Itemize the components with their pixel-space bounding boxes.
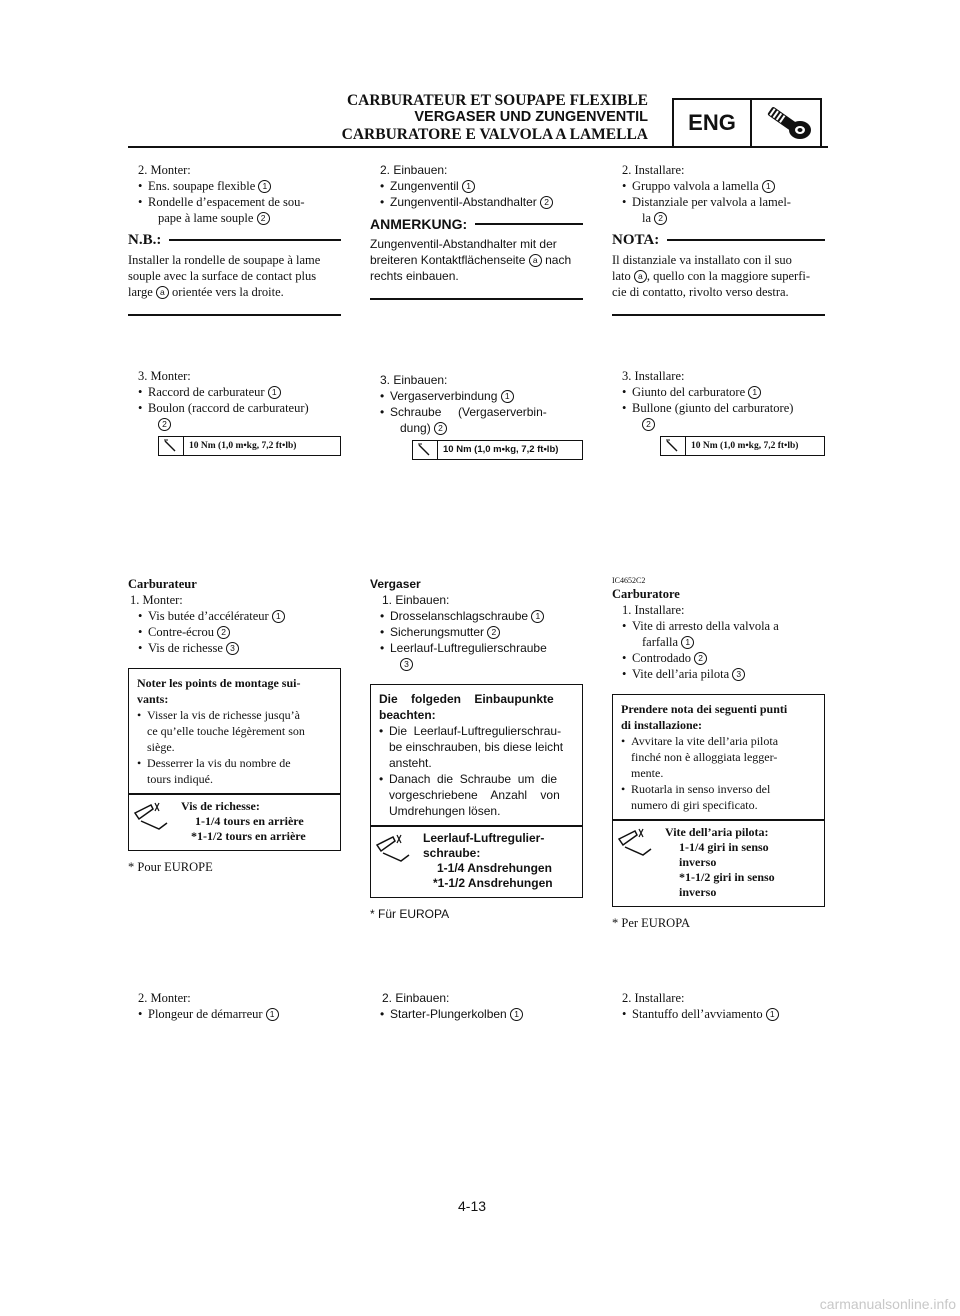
de-torque-value: 10 Nm (1,0 m•kg, 7,2 ft•lb) — [443, 444, 559, 455]
ref-1: 1 — [510, 1008, 523, 1021]
de-tool-l2: 1-1/4 Ansdrehungen — [437, 860, 552, 875]
de-note-line2 — [370, 252, 583, 268]
badge-divider — [750, 100, 752, 146]
de-carb-item1-text: Drosselanschlagschraube — [390, 609, 529, 623]
fr-step3-title: 3. Monter: — [138, 369, 191, 383]
de-box-b1-l2: be einschrauben, bis diese leicht — [389, 740, 564, 754]
fr-box-b2-l2: tours indiqué. — [147, 772, 213, 786]
ref-2: 2 — [158, 418, 171, 431]
eng-badge — [672, 98, 822, 148]
it-note-line2a: lato — [612, 269, 631, 283]
fr-box-b2-l1: Desserrer la vis du nombre de — [147, 756, 291, 770]
screwdriver-adjust-icon — [615, 825, 655, 869]
it-step3-item1 — [612, 384, 825, 400]
de-box-bullet2 — [379, 771, 574, 787]
de-note-end-rule — [370, 298, 583, 300]
it-step2-item2-cont-text: la — [642, 211, 652, 225]
de-carb-step1-title: 1. Einbauen: — [382, 593, 450, 607]
it-note-end-rule — [612, 314, 825, 316]
de-step3-item1-text: Vergaserverbindung — [390, 389, 498, 403]
de-step2-title: 2. Einbauen: — [380, 163, 448, 177]
ref-a: a — [529, 254, 542, 267]
de-carb-item3-text: Leerlauf-Luftregulierschraube — [390, 641, 547, 655]
fr-box-head: Noter les points de montage sui- — [137, 676, 301, 690]
fr-tool-l2: 1-1/4 tours en arrière — [195, 813, 304, 828]
fr-carb-item2 — [128, 624, 341, 640]
it-tool-l3: *1-1/2 giri in senso — [679, 869, 775, 884]
de-carb-joint-step3 — [370, 372, 583, 460]
fr-carb-item1-text: Vis butée d’accélérateur — [148, 609, 269, 623]
fr-torque-box — [158, 436, 341, 456]
it-box-b1-l1: Avvitare la vite dell’aria pilota — [631, 734, 779, 748]
ref-1: 1 — [266, 1008, 279, 1021]
ref-2: 2 — [434, 422, 447, 435]
fr-reed-step2 — [128, 162, 341, 316]
de-step2-item1 — [370, 178, 583, 194]
it-box-b1-l3: mente. — [631, 766, 664, 780]
fr-step3-item2-text: Boulon (raccord de carburateur) — [148, 401, 309, 415]
de-carb-item3 — [370, 640, 583, 656]
ref-2: 2 — [217, 626, 230, 639]
it-box-b2-l2: numero di giri specificato. — [631, 798, 758, 812]
it-note-line2 — [612, 268, 825, 284]
it-carb-item3-text: Vite dell’aria pilota — [632, 667, 730, 681]
it-step3-title: 3. Installare: — [622, 369, 685, 383]
fr-starter-title: 2. Monter: — [138, 991, 191, 1005]
fr-install-box-text — [129, 669, 340, 793]
de-note-label: ANMERKUNG: — [370, 216, 468, 232]
page-number: 4-13 — [458, 1198, 487, 1214]
it-box-bullet1 — [621, 733, 816, 749]
fr-carburetor-section — [128, 576, 341, 875]
it-step2-title: 2. Installare: — [622, 163, 685, 177]
fr-step3-item2-ref — [128, 416, 341, 432]
ref-3: 3 — [732, 668, 745, 681]
it-starter-title: 2. Installare: — [622, 991, 685, 1005]
de-footnote: * Für EUROPA — [370, 906, 450, 921]
it-torque-value: 10 Nm (1,0 m•kg, 7,2 ft•lb) — [691, 441, 799, 451]
fr-tool-l1: Vis de richesse: — [181, 798, 260, 813]
it-carb-item3 — [612, 666, 825, 682]
ref-2: 2 — [540, 196, 553, 209]
it-step2-item1 — [612, 178, 825, 194]
de-step2-item2-text: Zungenventil-Abstandhalter — [390, 195, 537, 209]
fr-carb-joint-step3 — [128, 368, 341, 456]
fr-box-bullet2 — [137, 755, 332, 771]
fr-note-label: N.B.: — [128, 232, 162, 248]
de-box-bullet1 — [379, 723, 574, 739]
it-carburetor-title: Carburatore — [612, 587, 680, 601]
fr-note-line3 — [128, 284, 341, 300]
it-box-head2: di installazione: — [621, 718, 703, 732]
torque-wrench-icon — [159, 437, 184, 455]
fr-step2-item2-cont — [128, 210, 341, 226]
fr-box-b1-l2: ce qu’elle touche légèrement son — [147, 724, 305, 738]
de-note-line2b: nach — [545, 253, 572, 267]
it-carb-step1-title: 1. Installare: — [622, 603, 685, 617]
fr-starter-item1-text: Plongeur de démarreur — [148, 1007, 263, 1021]
ref-a: a — [634, 270, 647, 283]
de-box-b2-l1: Danach die Schraube um die — [389, 772, 558, 786]
fr-note-line2: souple avec la surface de contact plus — [128, 269, 317, 283]
de-tool-l3: *1-1/2 Ansdrehungen — [433, 875, 553, 890]
ref-2: 2 — [257, 212, 270, 225]
it-tool-spec — [613, 821, 824, 906]
fr-step3-item2 — [128, 400, 341, 416]
it-torque-box — [660, 436, 825, 456]
de-box-b2-l3: Umdrehungen lösen. — [389, 804, 501, 818]
fr-step2-title: 2. Monter: — [138, 163, 191, 177]
fr-step2-item2-text: Rondelle d’espacement de sou- — [148, 195, 305, 209]
fr-step3-item1 — [128, 384, 341, 400]
de-note-line3: rechts einbauen. — [370, 269, 459, 283]
it-section-code: IC4652C2 — [612, 576, 646, 585]
it-carb-item1-cont-text: farfalla — [642, 635, 679, 649]
it-carb-joint-step3 — [612, 368, 825, 456]
fr-step2-item1 — [128, 178, 341, 194]
de-box-b2-l2: vorgeschriebene Anzahl von — [389, 788, 560, 802]
de-install-box-text — [371, 685, 582, 825]
ref-3: 3 — [400, 658, 413, 671]
it-install-box — [612, 694, 825, 907]
de-carb-item1 — [370, 608, 583, 624]
eng-badge-label: ENG — [688, 110, 736, 135]
it-tool-l1: Vite dell’aria pilota: — [665, 824, 769, 839]
fr-carb-item3 — [128, 640, 341, 656]
ref-1: 1 — [462, 180, 475, 193]
ref-1: 1 — [531, 610, 544, 623]
fr-carb-item3-text: Vis de richesse — [148, 641, 223, 655]
de-note-line2a: breiteren Kontaktflächenseite — [370, 253, 526, 267]
it-step2-item2-text: Distanziale per valvola a lamel- — [632, 195, 791, 209]
it-tool-l3b: inverso — [679, 884, 717, 899]
ref-1: 1 — [748, 386, 761, 399]
header-title-fr: CARBURATEUR ET SOUPAPE FLEXIBLE — [346, 92, 648, 109]
ref-1: 1 — [766, 1008, 779, 1021]
it-box-b2-l1: Ruotarla in senso inverso del — [631, 782, 771, 796]
it-carb-item2-text: Controdado — [632, 651, 692, 665]
de-carburetor-title: Vergaser — [370, 577, 421, 591]
de-carb-item2-text: Sicherungsmutter — [390, 625, 485, 639]
fr-note-heading — [128, 232, 341, 248]
ref-1: 1 — [268, 386, 281, 399]
ref-2: 2 — [694, 652, 707, 665]
ref-1: 1 — [258, 180, 271, 193]
de-carburetor-section — [370, 576, 583, 922]
fr-footnote: * Pour EUROPE — [128, 859, 213, 874]
it-reed-step2 — [612, 162, 825, 316]
ref-3: 3 — [226, 642, 239, 655]
screwdriver-adjust-icon — [131, 799, 171, 843]
fr-tool-l3: *1-1/2 tours en arrière — [191, 828, 306, 843]
de-tool-l1b: schraube: — [423, 845, 481, 860]
it-box-bullet2 — [621, 781, 816, 797]
fr-step2-item1-text: Ens. soupape flexible — [148, 179, 256, 193]
fr-note-end-rule — [128, 314, 341, 316]
de-install-box — [370, 684, 583, 898]
it-install-box-text — [613, 695, 824, 819]
it-note-line2b: , quello con la maggiore superfi- — [646, 269, 811, 283]
it-note-heading — [612, 232, 825, 248]
it-box-head: Prendere nota dei seguenti punti — [621, 702, 788, 716]
de-step3-item2-text: Schraube (Vergaserverbin- — [390, 405, 547, 419]
watermark[interactable]: carmanualsonline.info — [819, 1296, 956, 1312]
it-box-b1-l2: finché non è alloggiata legger- — [631, 750, 778, 764]
de-box-b1-l1: Die Leerlauf-Luftregulierschrau- — [389, 724, 562, 738]
fr-step2-item2 — [128, 194, 341, 210]
it-step3-item1-text: Giunto del carburatore — [632, 385, 746, 399]
it-starter-step2 — [612, 990, 825, 1022]
fr-starter-step2 — [128, 990, 341, 1022]
fr-note-line1: Installer la rondelle de soupape à lame — [128, 253, 321, 267]
fr-tool-spec — [129, 795, 340, 850]
fr-carburetor-title: Carburateur — [128, 577, 197, 591]
fr-box-b1-l3: siège. — [147, 740, 175, 754]
fr-torque-value: 10 Nm (1,0 m•kg, 7,2 ft•lb) — [189, 441, 297, 451]
de-box-b1-l3: ansteht. — [389, 756, 432, 770]
de-step3-item1 — [370, 388, 583, 404]
ref-a: a — [156, 286, 169, 299]
de-step3-item2-cont — [370, 420, 583, 436]
it-step2-item2 — [612, 194, 825, 210]
de-starter-item1 — [370, 1006, 583, 1022]
it-carb-item1-cont — [612, 634, 825, 650]
engine-wrench-icon — [760, 104, 816, 142]
it-carb-item1 — [612, 618, 825, 634]
it-carburetor-section — [612, 576, 825, 931]
it-note-line3: cie di contatto, rivolto verso destra. — [612, 285, 789, 299]
fr-starter-item1 — [128, 1006, 341, 1022]
it-tool-l2: 1-1/4 giri in senso — [679, 839, 769, 854]
fr-carb-item2-text: Contre-écrou — [148, 625, 214, 639]
it-starter-item1-text: Stantuffo dell’avviamento — [632, 1007, 763, 1021]
it-carb-item1-text: Vite di arresto della valvola a — [632, 619, 779, 633]
it-note-label: NOTA: — [612, 232, 660, 248]
fr-carb-step1-title: 1. Monter: — [130, 593, 183, 607]
it-step3-item2 — [612, 400, 825, 416]
fr-box-bullet1 — [137, 707, 332, 723]
fr-note-line3b: orientée vers la droite. — [172, 285, 284, 299]
it-step3-item2-text: Bullone (giunto del carburatore) — [632, 401, 794, 415]
it-carb-item2 — [612, 650, 825, 666]
de-box-head2: beachten: — [379, 708, 436, 722]
de-tool-l1: Leerlauf-Luftregulier- — [423, 830, 545, 845]
ref-1: 1 — [501, 390, 514, 403]
fr-install-box — [128, 668, 341, 851]
fr-carb-item1 — [128, 608, 341, 624]
fr-step2-item2-cont-text: pape à lame souple — [158, 211, 254, 225]
fr-box-head2: vants: — [137, 692, 169, 706]
de-torque-box — [412, 440, 583, 460]
it-starter-item1 — [612, 1006, 825, 1022]
de-starter-step2 — [370, 990, 583, 1022]
de-step3-item2 — [370, 404, 583, 420]
torque-wrench-icon — [661, 437, 686, 455]
de-box-head: Die folgeden Einbaupunkte — [379, 692, 554, 706]
screwdriver-adjust-icon — [373, 831, 413, 875]
de-step3-title: 3. Einbauen: — [380, 373, 448, 387]
torque-wrench-icon — [413, 441, 438, 459]
de-carb-item3-ref — [370, 656, 583, 672]
fr-step3-item1-text: Raccord de carburateur — [148, 385, 265, 399]
de-step2-item2 — [370, 194, 583, 210]
de-step3-item2-cont-text: dung) — [400, 421, 431, 435]
de-note-line1: Zungenventil-Abstandhalter mit der — [370, 237, 557, 251]
ref-2: 2 — [654, 212, 667, 225]
it-tool-l2b: inverso — [679, 854, 717, 869]
it-note-line1: Il distanziale va installato con il suo — [612, 253, 792, 267]
de-note-heading — [370, 216, 583, 232]
ref-2: 2 — [487, 626, 500, 639]
de-starter-title: 2. Einbauen: — [382, 991, 450, 1005]
it-footnote: * Per EUROPA — [612, 915, 691, 930]
fr-note-line3a: large — [128, 285, 153, 299]
de-carb-item2 — [370, 624, 583, 640]
it-step2-item2-cont — [612, 210, 825, 226]
it-step2-item1-text: Gruppo valvola a lamella — [632, 179, 759, 193]
de-starter-item1-text: Starter-Plungerkolben — [390, 1007, 507, 1021]
fr-box-b1-l1: Visser la vis de richesse jusqu’à — [147, 708, 300, 722]
ref-1: 1 — [681, 636, 694, 649]
it-step3-item2-ref — [612, 416, 825, 432]
de-reed-step2 — [370, 162, 583, 300]
ref-2: 2 — [642, 418, 655, 431]
de-tool-spec — [371, 827, 582, 897]
de-step2-item1-text: Zungenventil — [390, 179, 459, 193]
header-title-it: CARBURATORE E VALVOLA A LAMELLA — [341, 126, 648, 143]
header-title-de: VERGASER UND ZUNGENVENTIL — [414, 109, 648, 125]
ref-1: 1 — [272, 610, 285, 623]
ref-1: 1 — [762, 180, 775, 193]
